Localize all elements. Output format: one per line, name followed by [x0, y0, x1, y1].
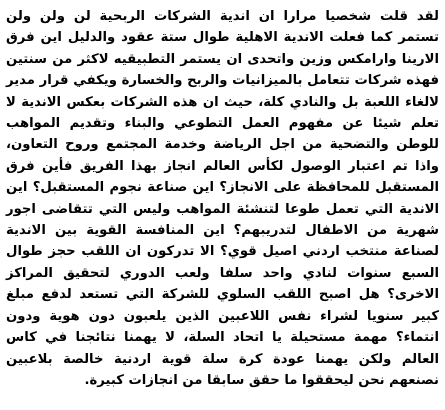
article-body: لقد قلت شخصيا مرارا ان اندية الشركات الربحية لن ولن ولن تستمر كما فعلت الاندية الاهلية طوال ستة عقود والدليل اين فرق الارينا وارامكس وزين واتحدى ان يستمر التطبيقيه لاكثر من سنتين فهذه شركات تتعامل بالميزانيات والربح والخسارة ويكفي قرار مدير لالغاء اللعبة بل والنادي كلة، حيث ان هذه الشركات بعكس الاندية لا تعلم شيئا عن مفهوم العمل التطوعي والبناء وتقديم المواهب للوطن والتضحية من اجل الرياضة وخدمة المجتمع وروح التعاون، واذا تم اعتبار الوصول لكأس العالم انجاز بهذا الفريق فأين فرق المستقبل للمحافظة على الانجاز؟ اين صناعة نجوم المستقبل؟ اين الاندية التي تعمل طوعا لتنشئة المواهب وليس التي تتقاضى اجور شهرية من الاطفال لتدريبهم؟ اين المنافسة القوية بين الاندية لصناعة منتخب اردني اصيل قوي؟ الا تدركون ان اللقب حجز طوال السبع سنوات لنادي واحد سلفا ولعب الدوري لتحقيق المراكز الاخرى؟ هل اصبح اللقب السلوي للشركة التي تستعد لدفع مبلغ كبير سنويا لشراء نفس اللاعبين الذين يلعبون دون هوية ودون انتماء؟ مهمة مستحيلة يا اتحاد السلة، لا يهمنا نتائجنا في كاس العالم ولكن يهمنا عودة كرة سلة قوية اردنية خالصة بلاعبين نصنعهم نحن ليحققوا ما حقق سابقا من انجازات كبيرة.	[6, 9, 439, 388]
